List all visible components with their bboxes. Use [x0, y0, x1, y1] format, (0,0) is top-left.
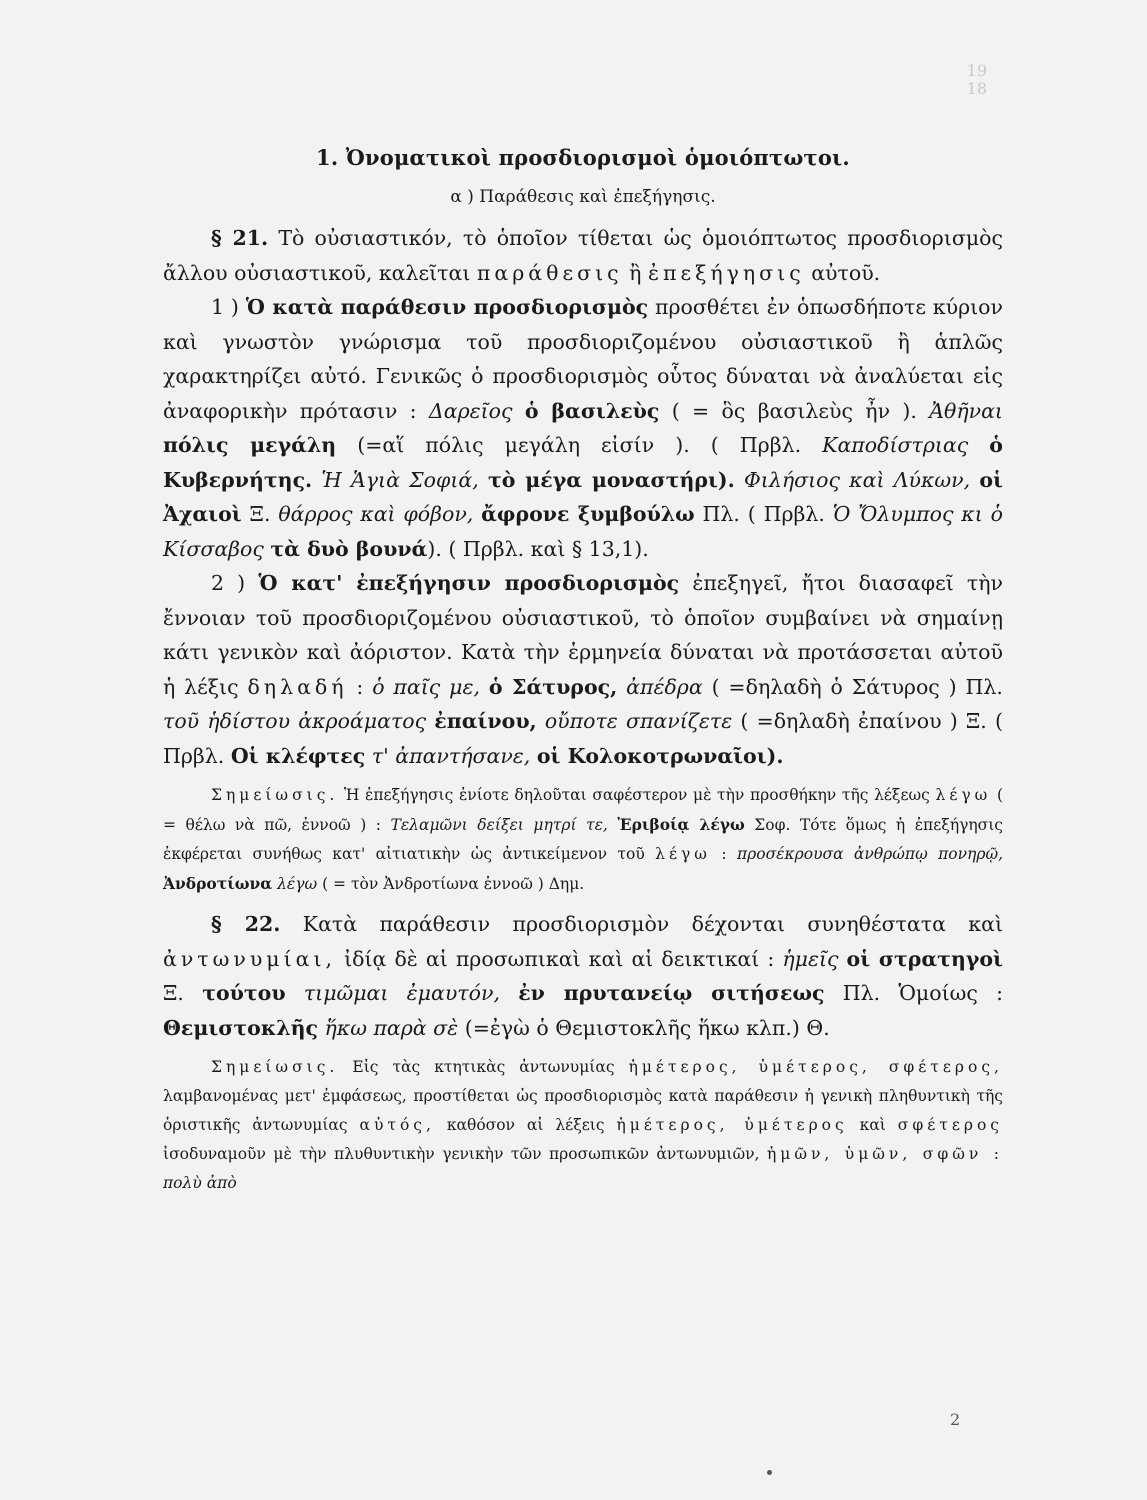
- paragraph-21: § 21. Τὸ οὐσιαστικόν, τὸ ὁποῖον τίθεται ὡς ὁμοιόπτωτος προσδιορισμὸς ἄλλου οὐσιαστικοῦ, καλεῖται παράθεσις ἢ ἐπεξήγησις αὐτοῦ.: [163, 226, 1003, 285]
- paragraph-mark: § 22.: [211, 912, 281, 936]
- paragraph-item-2: 2 ) Ὁ κατ' ἐπεξήγησιν προσδιορισμὸς ἐπεξηγεῖ, ἤτοι διασαφεῖ τὴν ἔννοιαν τοῦ προσδιοριζομένου οὐσιαστικοῦ, τὸ ὁποῖον συμβαίνει νὰ σημαίνῃ κάτι γενικὸν καὶ ἀόριστον. Κατὰ τὴν ἑρμηνεία δύναται νὰ προτάσσεται αὐτοῦ ἡ λέξις δηλαδή : ὁ παῖς με, ὁ Σάτυρος, ἀπέδρα ( =δηλαδὴ ὁ Σάτυρος ) Πλ. τοῦ ἡδίστου ἀκροάματος ἐπαίνου, οὔποτε σπανίζετε ( =δηλαδὴ ἐπαίνου ) Ξ. ( Πρβλ. Οἱ κλέφτες τ' ἀπαντήσανε, οἱ Κολοκοτρωναῖοι).: [163, 571, 1003, 768]
- section-title: 1. Ὀνοματικοὶ προσδιορισμοὶ ὁμοιόπτωτοι.: [316, 145, 850, 170]
- top-page-number: 19 18: [966, 61, 987, 98]
- section-subtitle: α ) Παράθεσις καὶ ἐπεξήγησις.: [450, 187, 716, 207]
- page-content: [163, 143, 1003, 1198]
- note-1: Σημείωσις. Ἡ ἐπεξήγησις ἐνίοτε δηλοῦται σαφέστερον μὲ τὴν προσθήκην τῆς λέξεως λέγω ( = θέλω νὰ πῶ, ἐννοῶ ) : Τελαμῶνι δείξει μητρί τε, Ἐριβοίᾳ λέγω Σοφ. Τότε ὅμως ἡ ἐπεξήγησις ἐκφέρεται συνήθως κατ' αἰτιατικὴν ὡς ἀντικείμενον τοῦ λέγω : προσέκρουσα ἀνθρώπῳ πονηρῷ, Ἀνδροτίωνα λέγω ( = τὸν Ἀνδροτίωνα ἐννοῶ ) Δημ.: [163, 786, 1004, 893]
- note-label: Σημείωσις.: [211, 1058, 339, 1076]
- note-label: Σημείωσις.: [211, 786, 339, 804]
- paragraph-mark: § 21.: [211, 226, 269, 250]
- note-2: Σημείωσις. Εἰς τὰς κτητικὰς ἀντωνυμίας ἡμέτερος, ὑμέτερος, σφέτερος, λαμβανομένας μετ' ἐμφάσεως, προστίθεται ὡς προσδιορισμὸς κατὰ παράθεσιν ἡ γενικὴ πληθυντικὴ τῆς ὁριστικῆς ἀντωνυμίας αὐτός, καθόσον αἱ λέξεις ἡμέτερος, ὑμέτερος καὶ σφέτερος ἰσοδυναμοῦν μὲ τὴν πλυθυντικὴν γενικὴν τῶν προσωπικῶν ἀντωνυμιῶν, ἡμῶν, ὑμῶν, σφῶν : πολὺ ἀπὸ: [163, 1058, 1003, 1192]
- paragraph-item-1: 1 ) Ὁ κατὰ παράθεσιν προσδιορισμὸς προσθέτει ἐν ὁπωσδήποτε κύριον καὶ γνωστὸν γνώρισμα τοῦ προσδιοριζομένου οὐσιαστικοῦ ἢ ἁπλῶς χαρακτηρίζει αὐτό. Γενικῶς ὁ προσδιορισμὸς οὗτος δύναται νὰ ἀναλύεται εἰς ἀναφορικὴν πρότασιν : Δαρεῖος ὁ βασιλεὺς ( = ὃς βασιλεὺς ἦν ). Ἀθῆναι πόλις μεγάλη (=αἵ πόλις μεγάλη εἰσίν ). ( Πρβλ. Καποδίστριας ὁ Κυβερνήτης. Ἡ Ἁγιὰ Σοφιά, τὸ μέγα μοναστήρι). Φιλήσιος καὶ Λύκων, οἱ Ἀχαιοὶ Ξ. θάρρος καὶ φόβον, ἄφρονε ξυμβούλω Πλ. ( Πρβλ. Ὁ Ὄλυμπος κι ὁ Κίσσαβος τὰ δυὸ βουνά). ( Πρβλ. καὶ § 13,1).: [163, 295, 1003, 561]
- print-dot: [767, 1470, 772, 1475]
- paragraph-22: § 22. Κατὰ παράθεσιν προσδιορισμὸν δέχονται συνηθέστατα καὶ ἀντωνυμίαι, ἰδίᾳ δὲ αἱ προσωπικαὶ καὶ αἱ δεικτικαί : ἡμεῖς οἱ στρατηγοὶ Ξ. τούτου τιμῶμαι ἐμαυτόν, ἐν πρυτανείῳ σιτήσεως Πλ. Ὁμοίως : Θεμιστοκλῆς ἥκω παρὰ σὲ (=ἐγὼ ὁ Θεμιστοκλῆς ἥκω κλπ.) Θ.: [163, 912, 1003, 1040]
- bottom-page-number: 2: [950, 1410, 961, 1429]
